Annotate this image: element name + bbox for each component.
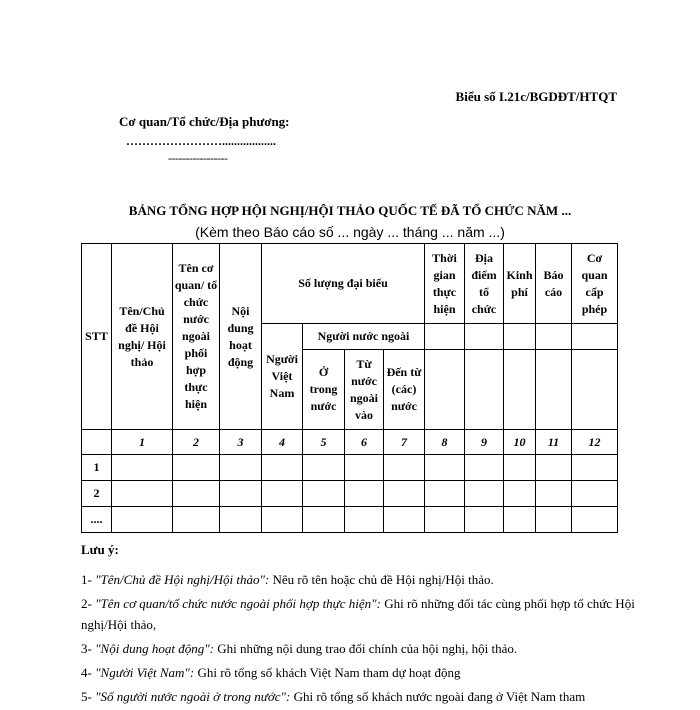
note-item: 4- "Người Việt Nam": Ghi rõ tổng số khách Việt Nam tham dự hoạt động — [81, 665, 461, 680]
header-stt: STT — [82, 244, 112, 430]
empty-cell — [504, 350, 536, 430]
row-number: .... — [82, 507, 112, 533]
table-row — [82, 455, 618, 481]
column-number: 12 — [572, 430, 618, 455]
header-topic: Tên/Chủ đề Hội nghị/ Hội thảo — [112, 244, 173, 430]
row-number: 1 — [82, 455, 112, 481]
report-subtitle: (Kèm theo Báo cáo số ... ngày ... tháng ... năm ...) — [195, 224, 505, 240]
column-number: 6 — [345, 430, 384, 455]
form-code: Biểu số I.21c/BGDĐT/HTQT — [455, 89, 617, 104]
agency-dashes: ----------------- — [168, 151, 228, 165]
empty-cell — [572, 350, 618, 430]
column-number: 3 — [220, 430, 262, 455]
column-number: 2 — [173, 430, 220, 455]
header-vietnamese: Người Việt Nam — [262, 324, 303, 430]
empty-cell — [572, 324, 618, 350]
header-content: Nội dung hoạt động — [220, 244, 262, 430]
note-item: 1- "Tên/Chủ đề Hội nghị/Hội thảo": Nêu rõ tên hoặc chủ đề Hội nghị/Hội thảo. — [81, 572, 494, 587]
note-item: 3- "Nội dung hoạt động": Ghi những nội dung trao đổi chính của hội nghị, hội thảo. — [81, 641, 518, 656]
column-number: 10 — [504, 430, 536, 455]
empty-cell — [425, 350, 465, 430]
header-time: Thời gian thực hiện — [425, 244, 465, 324]
column-number: 5 — [303, 430, 345, 455]
empty-cell — [425, 324, 465, 350]
header-report: Báo cáo — [536, 244, 572, 324]
header-from-abroad: Từ nước ngoài vào — [345, 350, 384, 430]
notes-section — [81, 539, 641, 710]
empty-cell — [465, 350, 504, 430]
header-partner: Tên cơ quan/ tổ chức nước ngoài phối hợp thực hiện — [173, 244, 220, 430]
empty-cell — [82, 430, 112, 455]
column-number: 7 — [384, 430, 425, 455]
header-venue: Địa điểm tổ chức — [465, 244, 504, 324]
header-foreigners: Người nước ngoài — [303, 324, 425, 350]
column-number-row — [82, 430, 618, 455]
empty-cell — [536, 324, 572, 350]
header-in-country: Ở trong nước — [303, 350, 345, 430]
header-authority: Cơ quan cấp phép — [572, 244, 618, 324]
column-number: 4 — [262, 430, 303, 455]
header-from-countries: Đến từ (các) nước — [384, 350, 425, 430]
note-item: 2- "Tên cơ quan/tổ chức nước ngoài phối hợp thực hiện": Ghi rõ những đối tác cùng phối hợp tổ chức Hội nghị/Hội thảo, — [81, 596, 635, 632]
header-row-1 — [82, 244, 618, 324]
column-number: 11 — [536, 430, 572, 455]
agency-label: Cơ quan/Tổ chức/Địa phương: — [119, 114, 290, 129]
header-delegates: Số lượng đại biểu — [262, 244, 425, 324]
header-budget: Kinh phí — [504, 244, 536, 324]
notes-heading: Lưu ý: — [81, 542, 119, 557]
agency-dots: …………………….................. — [126, 134, 276, 148]
summary-table — [81, 243, 618, 533]
column-number: 8 — [425, 430, 465, 455]
row-number: 2 — [82, 481, 112, 507]
table-row — [82, 481, 618, 507]
empty-cell — [465, 324, 504, 350]
report-title: BẢNG TỔNG HỢP HỘI NGHỊ/HỘI THẢO QUỐC TẾ ĐÃ TỔ CHỨC NĂM ... — [128, 203, 572, 218]
empty-cell — [536, 350, 572, 430]
table-row — [82, 507, 618, 533]
column-number: 9 — [465, 430, 504, 455]
note-item: 5- "Số người nước ngoài ở trong nước": Ghi rõ tổng số khách nước ngoài đang ở Việt Nam tham — [81, 689, 586, 704]
empty-cell — [504, 324, 536, 350]
column-number: 1 — [112, 430, 173, 455]
